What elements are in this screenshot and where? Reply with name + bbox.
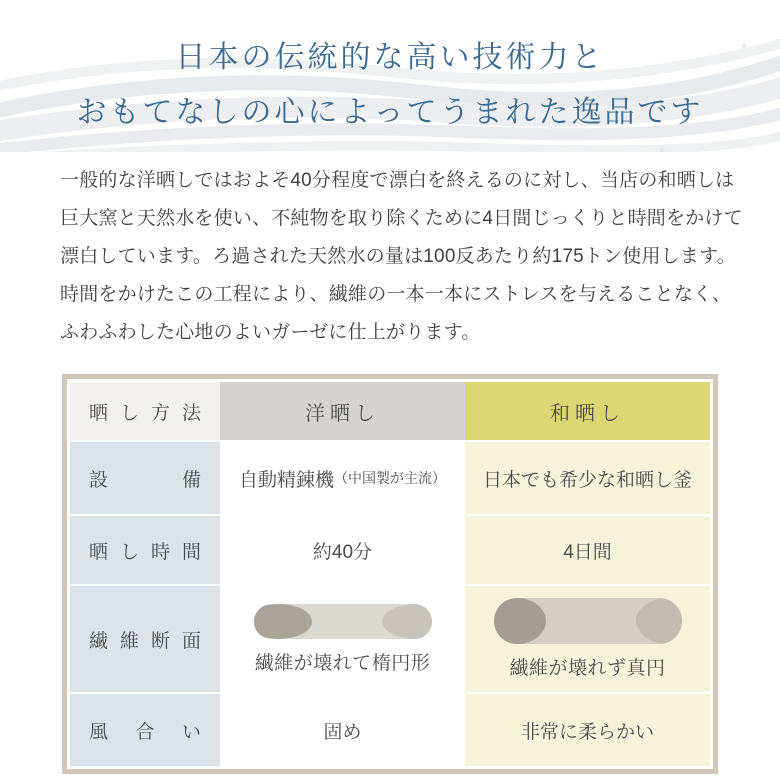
intro-line: 巨大窯と天然水を使い、不純物を取り除くために4日間じっくりと時間をかけて (60, 208, 743, 229)
fiber-japanese-caption: 繊維が壊れず真円 (509, 658, 666, 679)
page-title-line-1: 日本の伝統的な高い技術力と (175, 40, 605, 75)
header-cell-japanese-bleaching: 和晒し (465, 382, 710, 440)
cell-equipment-western (220, 442, 465, 514)
cell-fiber-japanese (465, 586, 710, 692)
header-method-label: 晒し方法 (89, 402, 201, 424)
intro-line: 時間をかけたこの工程により、繊維の一本一本にストレスを与えることなく、 (60, 284, 732, 305)
fiber-cylinder-right-cap (636, 598, 682, 644)
page-title (0, 0, 780, 140)
cell-texture-japanese: 非常に柔らかい (465, 694, 710, 766)
header-cell-method (70, 382, 220, 440)
fiber-label: 繊維断面 (89, 630, 201, 652)
row-label-equipment (70, 442, 220, 514)
cell-texture-western: 固め (220, 694, 465, 766)
row-label-fiber-cross-section (70, 586, 220, 692)
duration-label: 晒し時間 (89, 541, 201, 563)
equipment-label: 設備 (89, 469, 201, 491)
cell-equipment-japanese: 日本でも希少な和晒し釜 (465, 442, 710, 514)
equipment-western-main: 自動精錬機 (238, 469, 334, 491)
hero-banner (0, 0, 780, 152)
header-cell-western-bleaching: 洋晒し (220, 382, 465, 440)
comparison-table (62, 374, 718, 774)
fiber-cylinder-right-cap (382, 604, 432, 639)
texture-label: 風合い (89, 721, 201, 743)
round-fiber-cylinder-icon (494, 598, 682, 644)
cell-duration-western: 約40分 (220, 516, 465, 584)
row-label-duration (70, 516, 220, 584)
intro-line: 一般的な洋晒しではおよそ40分程度で漂白を終えるのに対し、当店の和晒しは (60, 170, 735, 191)
intro-paragraph (60, 162, 743, 352)
comparison-table-grid (70, 382, 710, 766)
fiber-cylinder-left-cap (494, 598, 546, 644)
intro-line: ふわふわした心地のよいガーゼに仕上がります。 (60, 322, 481, 343)
fiber-western-caption: 繊維が壊れて楕円形 (254, 652, 431, 674)
cell-fiber-western (220, 586, 465, 692)
row-label-texture (70, 694, 220, 766)
intro-line: 漂白しています。ろ過された天然水の量は100反あたり約175トン使用します。 (60, 246, 736, 267)
cell-duration-japanese: 4日間 (465, 516, 710, 584)
fiber-cylinder-left-cap (254, 604, 312, 639)
equipment-western-note: （中国製が主流） (334, 470, 446, 486)
flattened-fiber-cylinder-icon (254, 604, 432, 639)
page-title-line-2: おもてなしの心によってうまれた逸品です (76, 95, 704, 130)
